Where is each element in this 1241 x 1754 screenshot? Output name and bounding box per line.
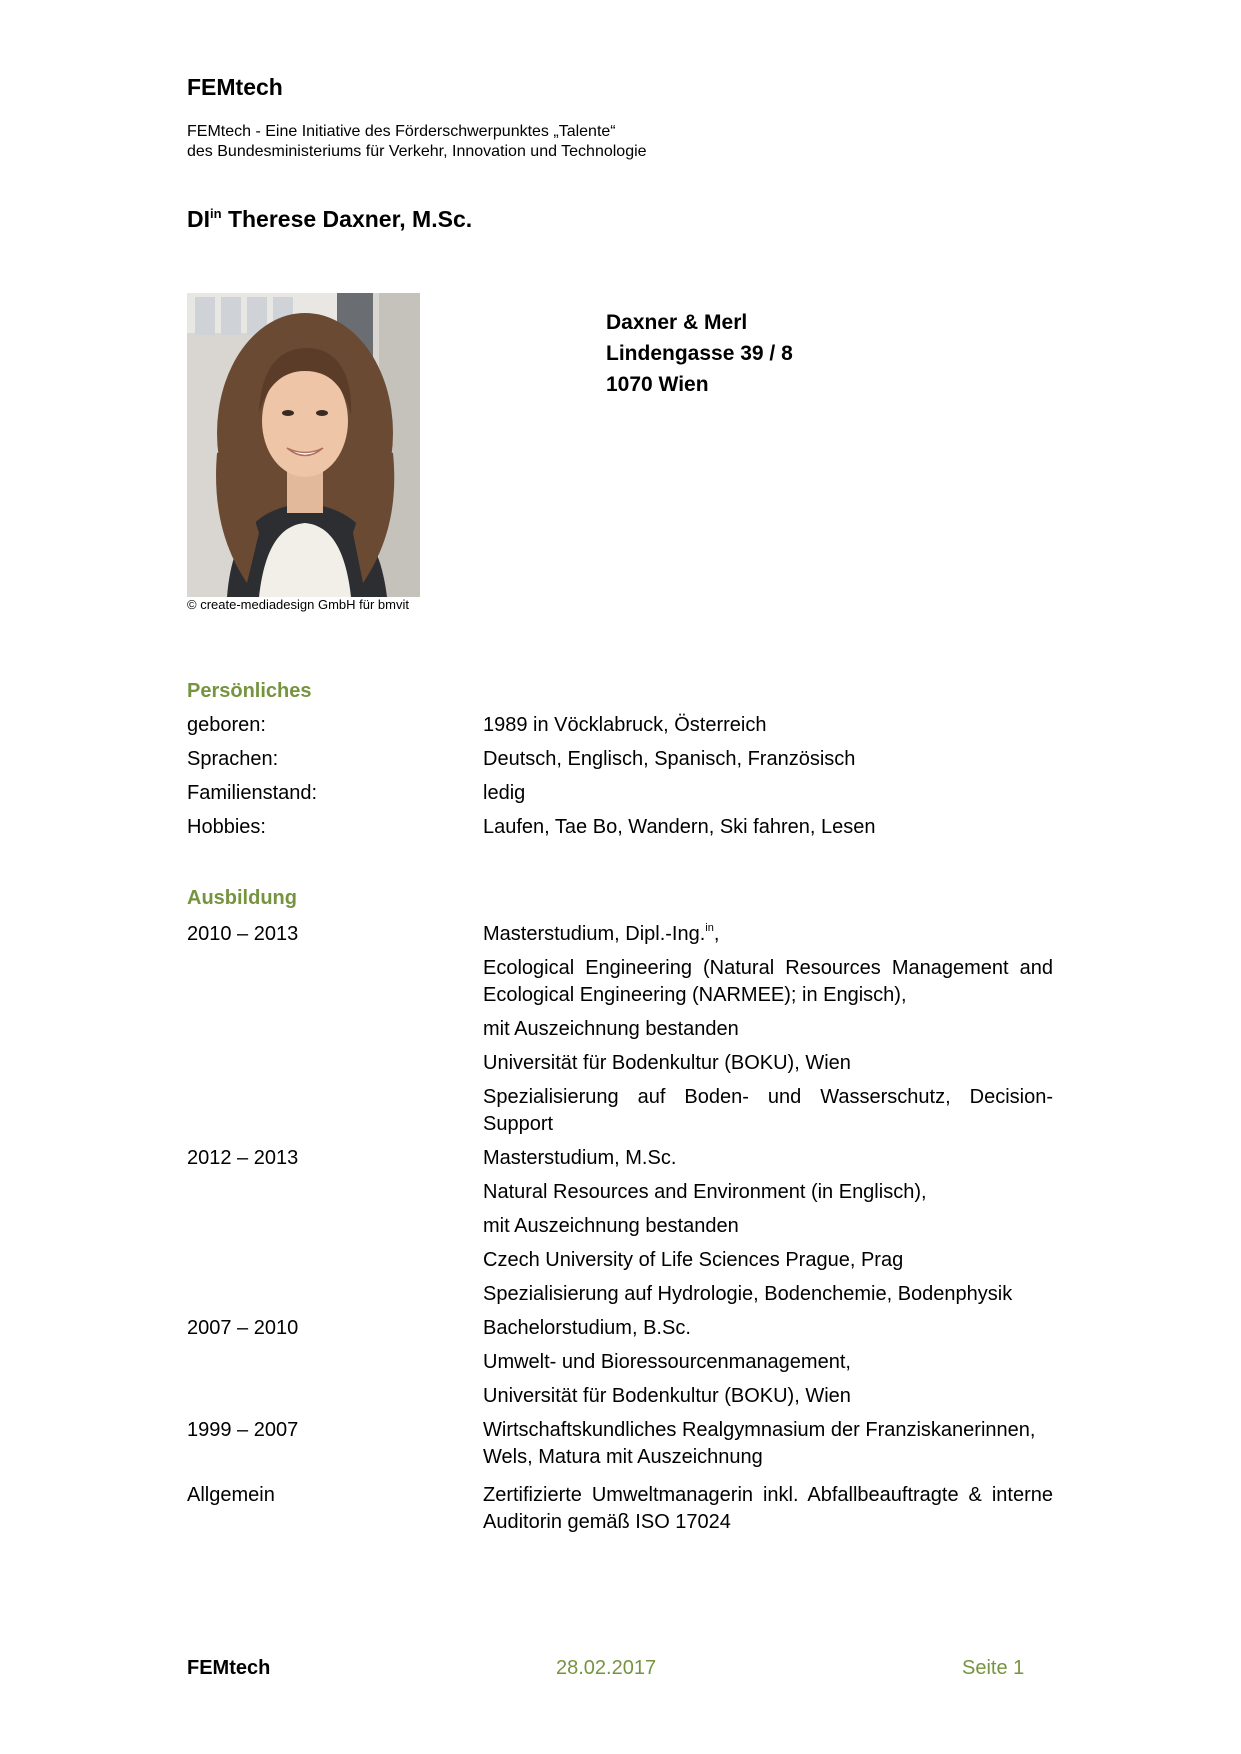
footer-brand: FEMtech bbox=[187, 1657, 271, 1679]
row-label: geboren: bbox=[187, 714, 266, 736]
row-value: ledig bbox=[483, 782, 526, 804]
row-label: 1999 – 2007 bbox=[187, 1419, 299, 1441]
row-label: Allgemein bbox=[187, 1484, 275, 1506]
portrait-photo bbox=[187, 293, 420, 597]
row-value: Masterstudium, M.Sc. bbox=[483, 1147, 677, 1169]
row-value: Zertifizierte Umweltmanagerin inkl. Abfallbeauftragte & interne Auditorin gemäß ISO 17024 bbox=[483, 1484, 1053, 1533]
row-value: Universität für Bodenkultur (BOKU), Wien bbox=[483, 1385, 851, 1407]
section-heading-education: Ausbildung bbox=[187, 887, 297, 909]
address-company: Daxner & Merl bbox=[606, 311, 748, 334]
row-label: 2010 – 2013 bbox=[187, 923, 299, 945]
row-value: Deutsch, Englisch, Spanisch, Französisch bbox=[483, 748, 856, 770]
photo-credit: © create-mediadesign GmbH für bmvit bbox=[187, 597, 409, 612]
row-value: Wirtschaftskundliches Realgymnasium der Franziskanerinnen, Wels, Matura mit Auszeichnung bbox=[483, 1419, 1036, 1468]
footer-date: 28.02.2017 bbox=[556, 1657, 657, 1679]
address-city: 1070 Wien bbox=[606, 373, 709, 396]
row-value: Czech University of Life Sciences Prague, Prag bbox=[483, 1249, 904, 1271]
full-name: Therese Daxner, M.Sc. bbox=[221, 206, 473, 232]
row-value: Laufen, Tae Bo, Wandern, Ski fahren, Lesen bbox=[483, 816, 876, 838]
section-heading-personal: Persönliches bbox=[187, 680, 312, 702]
address-block bbox=[606, 307, 793, 400]
row-label: Familienstand: bbox=[187, 782, 318, 804]
initiative-text bbox=[187, 122, 647, 162]
row-value: Bachelorstudium, B.Sc. bbox=[483, 1317, 691, 1339]
row-value: Ecological Engineering (Natural Resources Management and Ecological Engineering (NARMEE); in Engisch), bbox=[483, 957, 1053, 1006]
degree-suffix: , bbox=[713, 923, 720, 945]
initiative-line-1: FEMtech - Eine Initiative des Förderschwerpunktes „Talente“ bbox=[187, 123, 616, 140]
title-superscript: in bbox=[210, 206, 222, 221]
row-value: Umwelt- und Bioressourcenmanagement, bbox=[483, 1351, 851, 1373]
portrait-illustration bbox=[187, 293, 420, 597]
row-label: Sprachen: bbox=[187, 748, 279, 770]
row-value: mit Auszeichnung bestanden bbox=[483, 1018, 739, 1040]
row-value: Spezialisierung auf Boden- und Wasserschutz, Decision-Support bbox=[483, 1086, 1053, 1135]
person-name bbox=[187, 204, 472, 234]
row-value bbox=[483, 921, 1053, 948]
row-value: Universität für Bodenkultur (BOKU), Wien bbox=[483, 1052, 851, 1074]
row-value: 1989 in Vöcklabruck, Österreich bbox=[483, 714, 767, 736]
degree-text: Masterstudium, Dipl.-Ing. bbox=[483, 923, 706, 945]
row-label: 2007 – 2010 bbox=[187, 1317, 299, 1339]
initiative-line-2: des Bundesministeriums für Verkehr, Innovation und Technologie bbox=[187, 143, 647, 160]
row-value: mit Auszeichnung bestanden bbox=[483, 1215, 739, 1237]
row-label: Hobbies: bbox=[187, 816, 266, 838]
row-value: Natural Resources and Environment (in Englisch), bbox=[483, 1181, 927, 1203]
brand-title: FEMtech bbox=[187, 74, 283, 100]
address-street: Lindengasse 39 / 8 bbox=[606, 342, 793, 365]
title-prefix: DI bbox=[187, 206, 210, 232]
footer-page-number: Seite 1 bbox=[962, 1657, 1025, 1679]
degree-superscript: in bbox=[705, 922, 714, 934]
row-value: Spezialisierung auf Hydrologie, Bodenchemie, Bodenphysik bbox=[483, 1283, 1013, 1305]
row-label: 2012 – 2013 bbox=[187, 1147, 299, 1169]
